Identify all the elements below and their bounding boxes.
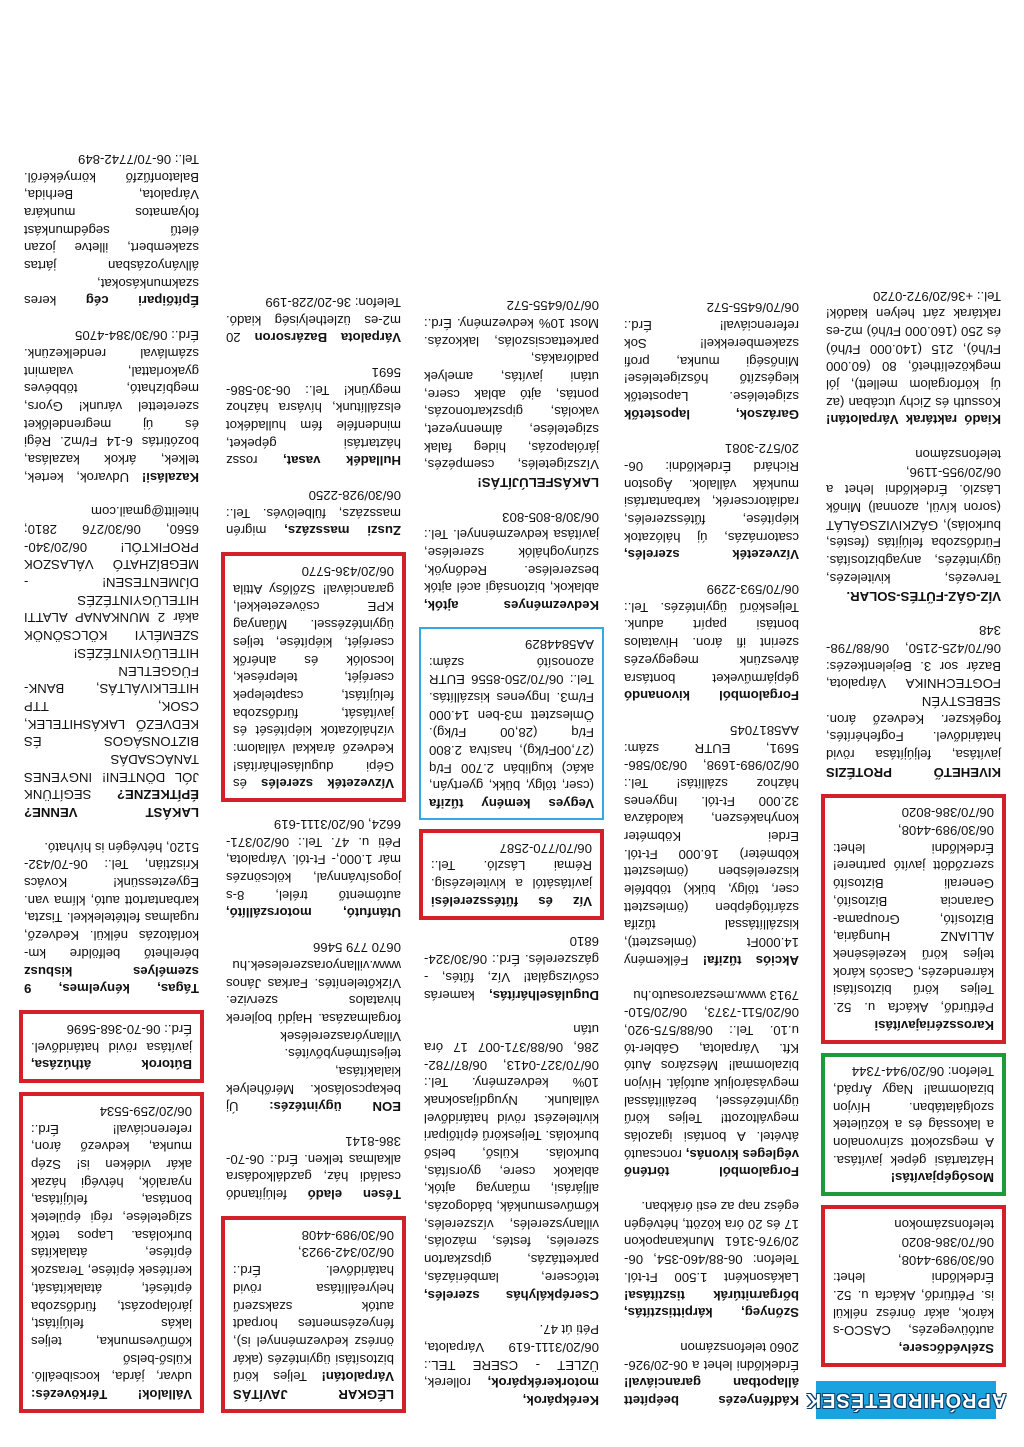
classified-ad bbox=[619, 1193, 804, 1325]
classified-ad bbox=[19, 499, 204, 825]
ad-body: Tervezés, kivitelezés, ügyintézés, anyagbiztosítás. Fürdőszoba felújítás (festés, burkolás), GÁZKIVIZSGÁLÁT (soron kívül, azonnal) Minők László. Érdeklődni lehet a 06/20/955-1196, telefonszámon bbox=[826, 447, 1001, 586]
ad-heading: Garázsok, lapostetők bbox=[624, 406, 799, 422]
ad-heading: Kazalási! bbox=[141, 469, 199, 485]
ad-body: Új bekapcsolások. Mérőhelyek kialakítása, teljesítménybővítés. Villanyóraszerelések forgalmazása. Hajdú bojlerek hivatalos szervize. Vízkőtelenítés. Farkas János www.villanyoraszerelesek.hu 0670 779 5466 bbox=[226, 940, 401, 1115]
classified-ad bbox=[821, 618, 1006, 785]
classified-ad bbox=[419, 1317, 604, 1413]
ad-heading: EON ügyintézés: bbox=[269, 1099, 401, 1115]
classified-ad bbox=[19, 323, 204, 490]
classified-ad bbox=[419, 504, 604, 618]
ad-heading: Akciós tűzifa! bbox=[702, 952, 799, 968]
classified-ad bbox=[221, 552, 406, 802]
ad-heading: Várpalota Bazársoron bbox=[254, 330, 401, 346]
ad-heading: VÍZ-GÁZ-FŰTÉS-SOLAR. bbox=[846, 588, 1001, 604]
ad-heading: Vállalok! Térkövezés: bbox=[31, 1387, 192, 1402]
ad-heading: Forgalomból történő végleges kivonás, bbox=[624, 1146, 799, 1180]
classified-ad bbox=[221, 935, 406, 1120]
classified-ad bbox=[821, 794, 1006, 1044]
ad-body: szigetelése. Lapostetők kiegészítő hőszigetelése! Minőségi munka, profi szakemberekkel! Sok referenciával! Érd.: 06/70/6455-572 bbox=[624, 300, 799, 404]
ad-heading: LAKÁSFELÚJÍTÁS! bbox=[477, 475, 599, 491]
classified-ad bbox=[221, 289, 406, 350]
classified-ad bbox=[419, 627, 604, 820]
ad-body: autómentő trélel, 8-s jogosítvánnyal, kölcsönzés már 1.000,- Ft-tól. Várpalota, Péti u. 47. Tel.: 06/20/371-6624, 06/20/3111-619 bbox=[226, 817, 401, 903]
classified-ad bbox=[619, 717, 804, 973]
classified-ad bbox=[619, 576, 804, 708]
ad-body: javítása rövid határidővel. Érd.: 06-70-368-5696 bbox=[31, 1021, 192, 1055]
section-title: APRÓHIRDETÉSEK bbox=[805, 1389, 1007, 1412]
column-5 bbox=[19, 137, 204, 1413]
classified-ad bbox=[619, 295, 804, 427]
classified-ad bbox=[19, 834, 204, 1001]
ad-heading: Bútorok áthúzása, bbox=[31, 1057, 192, 1073]
ad-body: kamerás csővizsgálat! Víz, fűtés, - gázszerelés. Érd.: 06/30/324-6810 bbox=[424, 934, 599, 1003]
classified-ad bbox=[619, 982, 804, 1185]
ad-body: ablakok, biztonsági acél ajtók beszerelése. Redőnyök, szúnyoghálók szerelése, javítása kedvezménnyel. Tel.: 06/30/8-805-803 bbox=[424, 509, 599, 596]
classified-ad bbox=[419, 293, 604, 496]
column-3 bbox=[419, 284, 604, 1414]
ad-body: és Gépi duguláselhárítás! Kedvező árakkal vállalom: vízhálózatok kiépítését és javítását, fürdőszoba felújítást, csaptelepek cseréjét, teleprések, locsolók és alnérők cseréjét, kiépítése, teljes ügyintézéssel. Műanyag KPE csövezetekkel, garanciával! Szőlősy Attila 06/20/436-5770 bbox=[233, 564, 394, 792]
ad-heading: Zuszi masszázs, bbox=[284, 523, 401, 539]
ad-body: gépjárműveket bontásra átveszünk megegyezés szerint ifi áron. Hivatalos bontási papírt adunk. Teljeskörű ügyintézés. Tel.: 06/70/593-2299 bbox=[624, 582, 799, 686]
ad-heading: Szőnyeg, kárpittisztítás, bőrgarnitúrák tisztítása! bbox=[624, 1287, 799, 1321]
ad-body: udvar, járda, kocsibeálló. Külső-belső kőművesmunka, teljes lakás felújítást, járólapozást, fürdőszoba építését, átalakítását, kerítések építése, Teraszok építése, átalakítás burkolása. Lapos tetők szigetelése, régi épületek bontása, felújítása, nyaralók, hétvégi házak akár vidéken is! Szép munka, kedvező áron, referenciával! Érd.: 06/20/259-5534 bbox=[31, 1104, 192, 1385]
ad-body: Vízszigetelés, csempézés, járólapozás, hideg falak szigetelése, álmennyezet, vakolás, gipszkartonozás, pontás, ajtó ablak csere, utáni javítás, amelyek padlórakás, parkettacsiszolás, lakkozás. Most 10% kedvezmény. Érd.: 06/70/6455-572 bbox=[424, 298, 599, 473]
ad-heading: Utánfutó, motorszállító, bbox=[226, 905, 401, 921]
ad-heading: Cserépkályhás szerelés, bbox=[424, 1287, 599, 1303]
classified-ad bbox=[221, 359, 406, 473]
column-4 bbox=[221, 280, 406, 1413]
ad-body: javítása, feljújítása rövid határidővel. Fogfehérítés, fogékszer. Kedvező áron. SEBESTYÉN FOGTECHNIKA Várpalota, Bazár sor 3. Bejelentkezés: 06/70/425-2150, 06/88/798-348 bbox=[826, 623, 1001, 763]
ad-heading: Víz és fűtésszerelési bbox=[431, 893, 592, 909]
ad-heading: KIVEHETŐ PROTÉZIS bbox=[826, 764, 1001, 780]
classified-ad bbox=[619, 1334, 804, 1413]
classified-ad bbox=[221, 1128, 406, 1207]
classified-ad bbox=[221, 482, 406, 543]
ad-body: Lakásonként 1.500 Ft-tól. Telefon: 06-88/460-354, 06-20/976-3161 Munkanapokon 17 és 20 óra között, hétvégén egész nap az esti órákban. bbox=[624, 1199, 799, 1285]
ad-heading: Tésen eladó bbox=[307, 1187, 401, 1203]
ad-body: 20 m2-es üzlethelyiség kiadó. Telefon: 36-20/228-199 bbox=[226, 294, 401, 346]
section-title-banner bbox=[805, 1381, 1007, 1419]
ad-heading: Vegyes kemény tűzifa bbox=[429, 796, 594, 812]
classified-ad bbox=[821, 441, 1006, 608]
ad-body: (cser, tölgy, bükk, gyertyán, akác) kuglibán 2.700 Ft/q (27,00Ft/kg), hasítva 2.800 Ft/q (28,00 Ft/kg). Ömlesztett m3-ben 14.000 Ft/m3. Ingyenes kiszállítás. Tel.: 06/70/250-8556 EUTR azonosító szám: AA5844829 bbox=[429, 636, 594, 794]
classified-ad bbox=[419, 1017, 604, 1308]
ad-heading: Kádfényezés beépített állapotban garanciával! bbox=[624, 1375, 799, 1408]
ad-heading: Építőipari cég bbox=[85, 293, 199, 309]
ad-heading: Forgalomból kivonandó bbox=[624, 688, 799, 704]
classified-ad bbox=[419, 829, 604, 920]
ad-body: keres szakmunkásokat, állványozásban jártas szakembert, illetve jozan életű segédmunkást folyamatos munkára Várpalota, Berhida, Balatonfűzfő környékéről. Tel.: 06-70/7742-849 bbox=[24, 152, 199, 309]
classified-ad bbox=[821, 283, 1006, 433]
ad-heading: Mosógépjavítás! bbox=[890, 1170, 994, 1186]
classified-ad bbox=[619, 436, 804, 568]
ad-body: Pétfürdő, Akácfa u. 52. Teljes körű biztosítási kárrendezés, Cascós károk teljes körű kezelésének ALLIANZ Hungária, Biztosító, Groupama-Garancia Biztosító, Generali Biztosító szerződött javító partnere! Érdeklődni lehet: 06/30/989-4408, 06/70/386-8020 bbox=[833, 805, 994, 1015]
ad-heading: Tágas, kényelmes, 9 személyes kisbusz bbox=[24, 963, 199, 997]
ad-body: roncsautó átvétel. A bontási igazolás megváltozott! Teljes körű ügyintézéssel, bezáilítással megvásároljuk autóját. Hívjon bizalommal! Mészáros Autó Kft. Várpalota, Gábler-tó u.10. Tel.: 06/88/575-920, 06/20/511-7373, 06/20/510-7913 www.meszarosauto.hu bbox=[624, 987, 799, 1162]
ad-body: Érdeklődni lehet a 06-20/926-2060 telefonszámon bbox=[624, 1339, 799, 1373]
classified-ad bbox=[19, 146, 204, 313]
ad-heading: LÉGKAR JAVÍTÁS Várpalotán! bbox=[233, 1369, 394, 1402]
ad-heading: Karosszériajavítási bbox=[874, 1017, 994, 1033]
classified-ad bbox=[821, 1206, 1006, 1368]
column-1 bbox=[821, 274, 1006, 1367]
ad-heading: Kedvezményes ajtók, bbox=[424, 598, 599, 614]
ad-body: bérelhető belföldre km-korlátozás nélkül. Kedvező, rugalmas feltételekkel. Tiszta, karbantartott autó, klíma van. Egyeztessünk! Kovács Krisztián, Tel.: 06-70/432-5120, hétvégén is hívható. bbox=[24, 839, 199, 961]
ad-heading: Szélvédőcsere, bbox=[898, 1341, 994, 1356]
column-2 bbox=[619, 286, 804, 1413]
ad-heading: Kerékpárok, motorkerékpárok, bbox=[487, 1375, 599, 1408]
ad-heading: Vízvezeték szerelés bbox=[261, 776, 394, 792]
ad-body: Félkemény 14.000Ft (ömlesztett), kiszállítással tűzifa szárítógépben (ömlesztett cser, tölgy, bükk) többféle kiszerelésben (ömlesztett köbméter) 16.000 Ft-tól. Erdei Köbméter konyhakészen, kalodázva 32.000 Ft-tól. Ingyenes házhoz szállítás! Tel.: 06/20/989-1698, 06/30/586-5691, EUTR szám: AA5817045 bbox=[624, 722, 799, 968]
ad-body: javításától a kivitelezésig. Rémai László. Tel.: 06/70/770-2587 bbox=[431, 840, 592, 892]
ad-body: Teljes körű biztosítási ügyintézés (akár önrész kedvezménnyel is), fényezésmentes horpadt autók szakszerű helyreállítása rövid határidővel. Érd.: 06/20/342-9923, 06/30/989-4408 bbox=[233, 1227, 394, 1385]
ad-body: Háztartási gépek javítása. A megszokott színvonalon a lakosság és a közületek szolgálatában. Hívjon bizalommal! Nagy Árpád, Telefon: 06/20/944-7344 bbox=[833, 1064, 994, 1168]
classified-ad bbox=[221, 811, 406, 925]
classified-ad bbox=[19, 1010, 204, 1083]
ad-body: felújítandó családi ház, gazdálkodásra alkalmas telken. Érd.: 06-70-386-8141 bbox=[226, 1134, 401, 1203]
classified-ad bbox=[221, 1216, 406, 1413]
ad-heading: Duguláselhárítás, bbox=[489, 987, 599, 1003]
ad-heading: Vízvezeték szerelés, bbox=[624, 547, 799, 563]
classified-ad bbox=[419, 929, 604, 1008]
ad-body: SEGÍTÜNK JÓL DÖNTENI! INGYENES TANÁCSADÁS BIZTONSÁGOS ÉS KEDVEZŐ LAKÁSHITELEK, CSOK, TTP HITELKIVÁLTÁS, BANK-FÜGGETLEN HITELÜGYINTÉZÉS! SZEMÉLYI KÖLCSÖNÖK akár 2 MUNKANAP ALATTI HITELÜGYINTÉZÉS DÍJMENTESEN! - MEGBÍZHATÓ VÁLASZOK PROFIKTÓL! 06/20/340-6560, 06/30/276 2810; hitelitt@gmail.com bbox=[24, 504, 199, 803]
ad-heading: Kiadó raktárak Várpalotán! bbox=[826, 412, 1001, 428]
ad-body: autóüvegezés, CASCO-s károk, akár önrész nélkül is. Pétfürdő, Akácfa u. 52. Érdeklődni lehet: 06/30/989-4408, 06/70/386-8020 telefonszámokon bbox=[833, 1217, 994, 1339]
ad-body: csatornázás, új hálózatok kiépítése, fűtésszerelés, radiátorcserék, karbantartási munkák vállalok. Ágoston Richárd Érdeklődni: 06-20/572-3081 bbox=[624, 441, 799, 545]
ad-heading: Hulladék vasat, bbox=[283, 453, 401, 469]
classified-ad bbox=[821, 1053, 1006, 1197]
ad-body: Udvarok, kertek, telkek, árkok kazalása, bozótirtás 6-14 Ft/m2. Régi és új megrendelőket szeretettel várunk! Gyors, megbízható, többéves gyakorlattal, valamint számlával rendelkezünk. Érd.: 06/30/384-4705 bbox=[24, 328, 199, 485]
ad-body: rossz háztartási gépeket, mindenféle fém hulladékot elszállítunk, hívásra házhoz megyünk! Tel.: 06-30-586-5691 bbox=[226, 364, 401, 469]
ad-body: Kossuth és Zichy utcában (az új körforgalom mellett), jól megközelíthető, 80 (60.000 Ft/hó), 215 (140.000 Ft/hó) és 250 (160.000 Ft/hó) m2-es raktárak zárt helyen kiadók! Tel.: +36/20/972-0720 bbox=[826, 288, 1001, 410]
classified-ad bbox=[19, 1092, 204, 1413]
ad-body: rollerek, ÜZLET - CSERE TEL.: 06/20/3111-619 Várpalota, Péti út 47. bbox=[424, 1322, 599, 1391]
ad-heading: LAKÁST VENNE? ÉPÍTKEZNE? bbox=[24, 787, 199, 821]
ad-body: tetőcsere, lambériázás, parkettázás, gipszkarton szerelés, festés, mázolás, villanyszerelés, vízszerelés, kőművesmunkák, bádogozás, alljárási, műanyag ajtók, ablakok csere, gyorsítás, burkolás. Külső, belső burkolás. Teljeskörű építőipari kivitelezést rövid határidővel vállalunk. Nyugdíjasoknak 10% kedvezmény. Tel.: 06/70/327-0413, 06/87/782-286, 06/88/371-007 17 óra után bbox=[424, 1022, 599, 1285]
ad-body: migrén masszázs, fülbelövés. Tel.: 06/30/928-2250 bbox=[226, 488, 401, 539]
